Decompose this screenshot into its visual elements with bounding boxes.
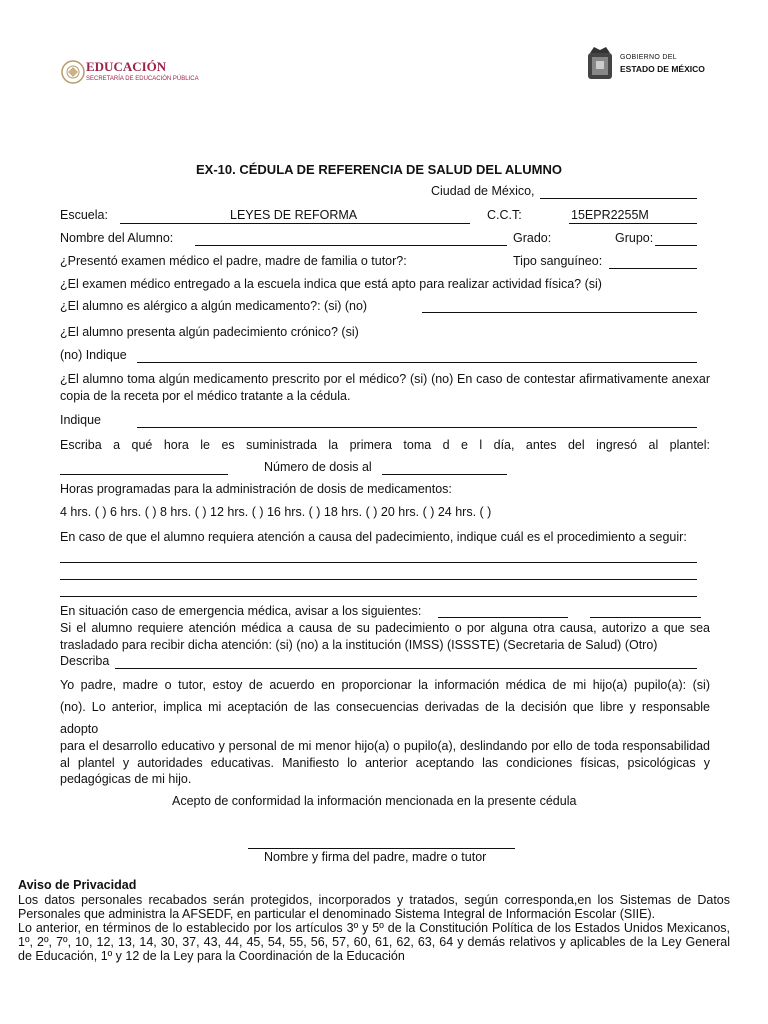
describe-field-line[interactable] (115, 668, 697, 669)
no-indique-label: (no) Indique (60, 348, 127, 362)
student-label: Nombre del Alumno: (60, 231, 174, 245)
question-medication: ¿El alumno toma algún medicamento prescrito por el médico? (si) (no) En caso de contestar afirmativamente anexar copia de la receta por el médico tratante a la cédula. (60, 372, 710, 403)
school-label: Escuela: (60, 208, 108, 222)
procedure-line-2[interactable] (60, 579, 697, 580)
school-field-line[interactable] (120, 223, 470, 224)
acceptance-text: Acepto de conformidad la información mencionada en la presente cédula (172, 794, 577, 808)
edomex-logo (584, 45, 714, 85)
sep-logo-subtext: SECRETARÍA DE EDUCACIÓN PÚBLICA (86, 76, 199, 82)
question-exam: ¿Presentó examen médico el padre, madre de familia o tutor?: (60, 254, 407, 268)
medication-field-line[interactable] (137, 427, 697, 428)
time-field-line[interactable] (60, 474, 228, 475)
privacy-paragraph-1: Los datos personales recabados serán protegidos, incorporados y tratados, según corresponda,en los Sistemas de Datos Personales que administra la AFSEDF, en particular el denominado Sistema Integral de Información Escolar (SIIE). (18, 893, 730, 921)
blood-type-field-line[interactable] (609, 268, 697, 269)
cct-field-line[interactable] (569, 223, 697, 224)
emergency-field-line-2[interactable] (590, 617, 701, 618)
sep-logo-text: EDUCACIÓN (86, 59, 167, 74)
consent-line-3: adopto (60, 722, 99, 736)
procedure-line-1[interactable] (60, 562, 697, 563)
emergency-field-line-1[interactable] (438, 617, 568, 618)
hours-label: Horas programadas para la administración de dosis de medicamentos: (60, 482, 452, 496)
question-allergic: ¿El alumno es alérgico a algún medicamento?: (si) (no) (60, 299, 368, 313)
student-field-line[interactable] (195, 245, 507, 246)
doses-label: Número de dosis al (264, 460, 372, 474)
edomex-logo-line1: GOBIERNO DEL (620, 54, 677, 61)
transfer-text: Si el alumno requiere atención médica a causa de su padecimiento o por alguna otra causa, autorizo a que sea trasladado para recibir dicha atención: (si) (no) a la institución (IMSS) (ISSSTE) (Secretaria de Salud) (Otro) (60, 621, 710, 652)
hours-options: 4 hrs. ( ) 6 hrs. ( ) 8 hrs. ( ) 12 hrs. ( ) 16 hrs. ( ) 18 hrs. ( ) 20 hrs. ( ) 24 hrs. ( ) (60, 505, 492, 519)
privacy-paragraph-2: Lo anterior, en términos de lo establecido por los artículos 3º y 5º de la Constitución Política de los Estados Unidos Mexicanos, 1º, 2º, 7º, 10, 12, 13, 14, 30, 37, 43, 44, 45, 54, 55, 56, 57, 60, 61, 62, 63, 64 y demás relativos y aplicables de la Ley General de Educación, 1º y 12 de la Ley para la Coordinación de la Educación (18, 921, 730, 963)
question-time: Escriba a qué hora le es suministrada la primera toma d e l día, antes del ingresó al plantel: (60, 438, 710, 452)
allergic-field-line[interactable] (422, 312, 697, 313)
cct-label: C.C.T: (487, 208, 522, 222)
date-field-line[interactable] (540, 198, 697, 199)
consent-line-2: (no). Lo anterior, implica mi aceptación de las consecuencias derivadas de la decisión que libre y responsable (60, 700, 710, 714)
seal-icon (60, 59, 86, 85)
form-title: EX-10. CÉDULA DE REFERENCIA DE SALUD DEL ALUMNO (196, 162, 562, 177)
question-chronic: ¿El alumno presenta algún padecimiento crónico? (si) (60, 325, 359, 339)
group-label: Grupo: (615, 231, 654, 245)
question-procedure: En caso de que el alumno requiera atención a causa del padecimiento, indique cuál es el procedimiento a seguir: (60, 530, 687, 544)
doses-field-line[interactable] (382, 474, 507, 475)
indique-label: Indique (60, 413, 102, 427)
cct-value: 15EPR2255M (571, 208, 649, 222)
consent-paragraph: para el desarrollo educativo y personal de mi menor hijo(a) o pupilo(a), deslindando por ello de toda responsabilidad al plantel y autoridades educativas. Manifiesto lo anterior aceptando las condiciones físicas, psicológicas y pedagógicas de mi hijo. (60, 739, 710, 786)
city-label: Ciudad de México, (431, 184, 535, 198)
signature-label: Nombre y firma del padre, madre o tutor (264, 850, 487, 864)
consent-line-1: Yo padre, madre o tutor, estoy de acuerdo en proporcionar la información médica de mi hijo(a) pupilo(a): (si) (60, 678, 710, 692)
blood-type-label: Tipo sanguíneo: (513, 254, 603, 268)
coat-of-arms-icon (584, 45, 616, 81)
question-apt: ¿El examen médico entregado a la escuela indica que está apto para realizar actividad física? (si) (60, 277, 602, 291)
group-field-line[interactable] (655, 245, 697, 246)
procedure-line-3[interactable] (60, 596, 697, 597)
emergency-label: En situación caso de emergencia médica, avisar a los siguientes: (60, 604, 422, 618)
school-value: LEYES DE REFORMA (230, 208, 358, 222)
edomex-logo-line2: ESTADO DE MÉXICO (620, 64, 705, 74)
sep-logo (60, 55, 199, 89)
privacy-heading: Aviso de Privacidad (18, 878, 137, 892)
chronic-field-line[interactable] (137, 362, 697, 363)
describe-label: Describa (60, 654, 110, 668)
signature-field-line[interactable] (248, 848, 515, 849)
grade-label: Grado: (513, 231, 552, 245)
